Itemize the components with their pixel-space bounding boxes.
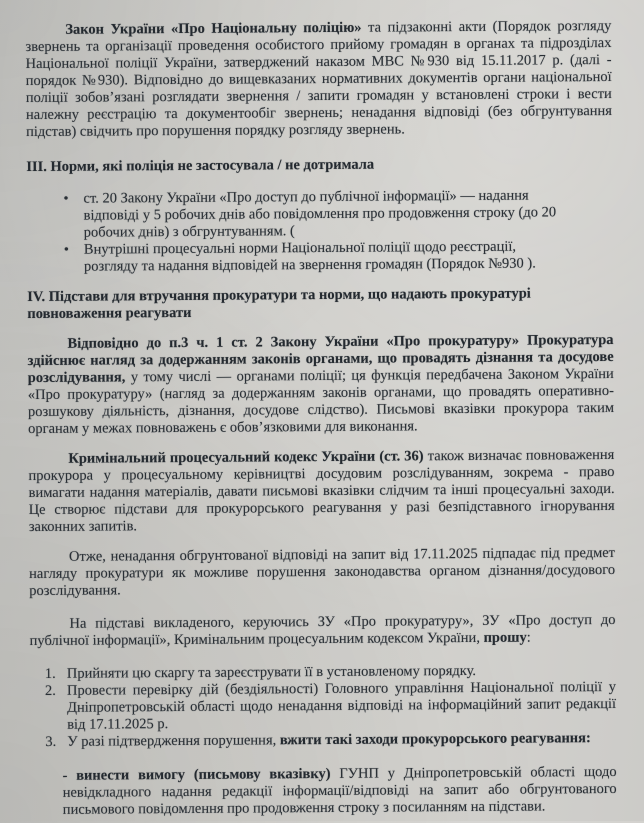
list-item: [26, 187, 612, 242]
numbered-request-list: [30, 662, 617, 751]
paragraph-prosecution-law: [27, 332, 614, 438]
bullet-icon: •: [63, 241, 70, 258]
list-number: 3.: [45, 733, 57, 750]
bold-issue-demand: - винести вимогу (письмову вказівку): [62, 765, 331, 784]
bullet-text-article-20: ст. 20 Закону України «Про доступ до публічної інформації» — надання відповіді у 5 робочих днів або повідомлення про продовження строку (до 20 робочих днів) з обгрунтуванням. (: [83, 187, 557, 241]
request-item-inspection: Провести перевірку дій (бездіяльності) Головного управління Національної поліції у Дніпропетровській області щодо ненадання відповіді на інформаційний запит редакції від 17.11.2025 р.: [66, 678, 617, 733]
bold-request-word: прошу: [483, 629, 527, 646]
bullet-icon: •: [63, 190, 69, 207]
paragraph-text: ГУНП у Дніпропетровській області щодо невідкладного надання редакції інформації/відповіді на запит або обгрунтованого письмового повідомлення про продовження строку з посиланням на підстави.: [62, 763, 617, 818]
list-item: [30, 679, 616, 734]
paragraph-request-intro: [29, 612, 615, 650]
bullet-list-norms: [26, 187, 613, 276]
paragraph-conclusion: [29, 545, 615, 600]
list-item: [30, 730, 616, 751]
bold-criminal-code-title: Кримінальний процесуальний кодекс України (ст. 36): [68, 448, 424, 467]
list-number: 2.: [44, 682, 56, 699]
request-item-register: Прийняти цю скаргу та зареєструвати її в установленому порядку.: [66, 662, 477, 682]
section-heading-iv: IV. Підстави для втручання прокуратури та норми, що надають прокуратурі повноваження реагувати: [27, 285, 531, 323]
paragraph-demand: [62, 764, 616, 819]
paragraph-text: у тому числі — органами поліції; ця функція передбачена Законом України «Про прокуратуру» (нагляд за додержанням законів органами, що провадять оперативно-розшукову діяльність, дізнання, досудове слідство). Письмові вказівки прокурора таким органам у межах повноважень є обов’язковими для виконання.: [27, 365, 615, 438]
paragraph-text: Отже, ненадання обгрунтованої відповіді на запит від 17.11.2025 підпадає під предмет нагляду прокуратури як можливе порушення законодавства органом дізнання/досудового розслідування.: [29, 544, 616, 600]
paragraph-text: також визначає повноваження прокурора у процесуальному керівництві досудовим розслідуванням, зокрема - право вимагати надання матеріалів, давати письмові вказівки слідчим та інші процесуальні заходи. Це створює підстави для прокурорського реагування у разі безпідставного ігнорування законних запитів.: [28, 446, 615, 536]
paragraph-text: :: [526, 629, 531, 646]
bold-prosecution-oversight: Відповідно до п.3 ч. 1 ст. 2 Закону України «Про прокуратуру» Прокуратура здійснює нагляд за додержанням законів органами, що провадять дізнання та досудове розслідування,: [27, 331, 614, 387]
paragraph-text: На підставі викладеного, керуючись ЗУ «Про прокуратуру», ЗУ «Про доступ до публічної інформації», Кримінальним процесуальним кодексом України,: [29, 611, 616, 650]
bold-law-title: Закон України «Про Національну поліцію»: [65, 19, 362, 38]
bullet-text-internal-norms: Внутрішні процесуальні норми Національної поліції щодо реєстрації, розгляду та надання відповідей на звернення громадян (Порядок №930 ).: [83, 238, 536, 275]
paragraph-text: У разі підтвердження порушення,: [67, 732, 280, 750]
paragraph-law-national-police: [25, 18, 612, 141]
paragraph-text: та підзаконні акти (Порядок розгляду звернень та організації проведення особистого прийому громадян в органах та підрозділах Національної поліції України, затверджений наказом МВС №930 від 15.11.2017 р. (далі - порядок №930). Відповідно до вищевказаних нормативних документів органи національної поліції зобов’язані розглядати звернення / запити громадян у встановлені строки і вести належну реєстрацію та документообіг звернень; ненадання відповіді (без обгрунтування підстав) свідчить про порушення порядку розгляду звернень.: [25, 17, 612, 141]
request-item-measures: [67, 730, 616, 751]
bold-measures: вжити такі заходи прокурорського реагування:: [279, 730, 591, 749]
list-item: [27, 238, 613, 276]
section-heading-iii: III. Норми, які поліція не застосувала / не дотримала: [26, 156, 375, 176]
paragraph-criminal-code: [28, 447, 615, 536]
list-number: 1.: [44, 665, 56, 682]
